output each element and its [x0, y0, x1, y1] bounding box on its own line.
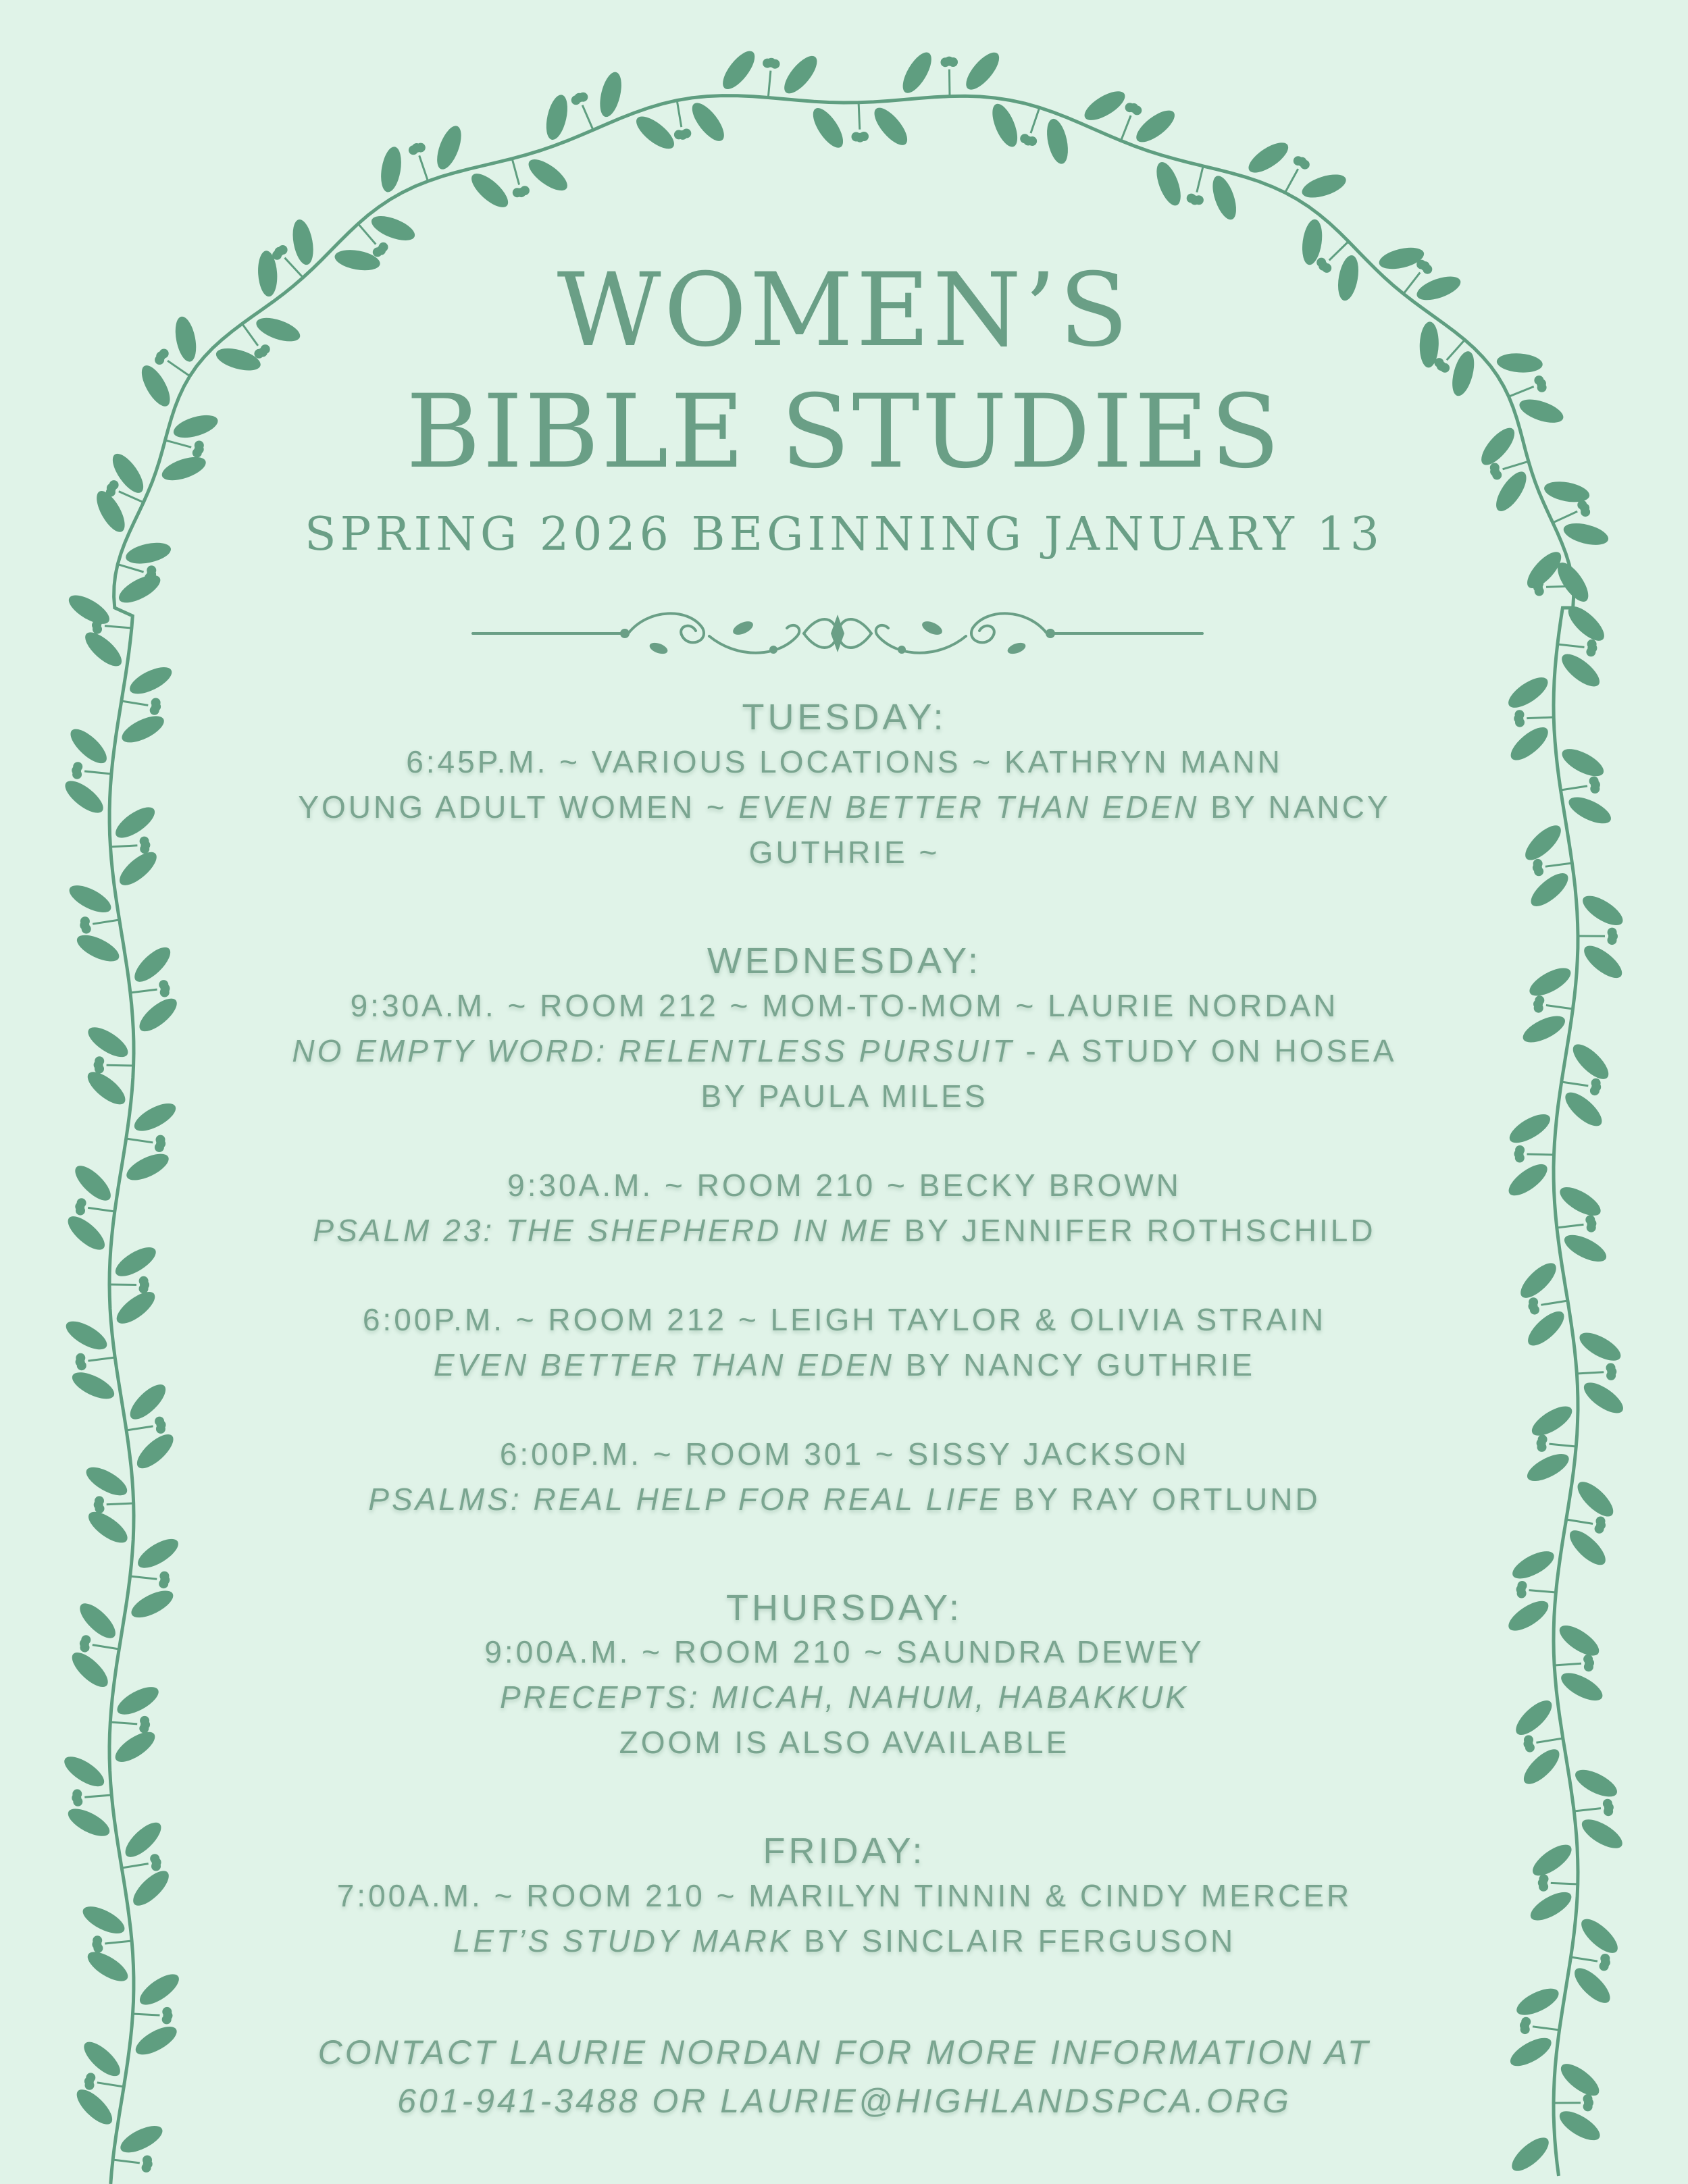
wednesday-study-1-time: 9:30A.M. ~ ROOM 212 ~ MOM-TO-MOM ~ LAURIE NORDAN	[350, 987, 1339, 1023]
thursday-study-1-time: 9:00A.M. ~ ROOM 210 ~ SAUNDRA DEWEY	[484, 1634, 1204, 1670]
book-title: PSALMS: REAL HELP FOR REAL LIFE	[368, 1481, 1002, 1517]
text-suffix: BY JENNIFER ROTHSCHILD	[892, 1212, 1376, 1248]
text-suffix: BY NANCY	[1199, 789, 1391, 825]
text-suffix: BY RAY ORTLUND	[1002, 1481, 1321, 1517]
wednesday-study-4-time: 6:00P.M. ~ ROOM 301 ~ SISSY JACKSON	[499, 1436, 1190, 1472]
contact-line-1: CONTACT LAURIE NORDAN FOR MORE INFORMATION AT	[317, 2033, 1371, 2072]
book-title: LET’S STUDY MARK	[453, 1923, 793, 1959]
wednesday-study-3-time: 6:00P.M. ~ ROOM 212 ~ LEIGH TAYLOR & OLIVIA STRAIN	[362, 1301, 1327, 1337]
wednesday-study-3-title	[223, 1343, 1466, 1388]
friday-study-1-time: 7:00A.M. ~ ROOM 210 ~ MARILYN TINNIN & CINDY MERCER	[336, 1878, 1352, 1914]
thursday-study-1-title: PRECEPTS: MICAH, NAHUM, HABAKKUK	[499, 1680, 1190, 1715]
tuesday-study-1-author: GUTHRIE ~	[748, 834, 940, 870]
book-title: NO EMPTY WORD: RELENTLESS PURSUIT	[292, 1033, 1015, 1068]
contact-line-2: 601-941-3488 OR LAURIE@HIGHLANDSPCA.ORG	[397, 2082, 1291, 2121]
day-heading-wednesday: WEDNESDAY:	[707, 940, 982, 981]
text-suffix: BY SINCLAIR FERGUSON	[792, 1923, 1236, 1959]
text-suffix: - A STUDY ON HOSEA	[1014, 1033, 1397, 1068]
thursday-study-1-note: ZOOM IS ALSO AVAILABLE	[619, 1725, 1070, 1761]
title-line-1: WOMEN’S	[557, 252, 1131, 369]
book-title: EVEN BETTER THAN EDEN	[433, 1347, 894, 1382]
book-title: EVEN BETTER THAN EDEN	[738, 789, 1200, 825]
subtitle: SPRING 2026 BEGINNING JANUARY 13	[305, 508, 1383, 561]
title-line-2: BIBLE STUDIES	[406, 373, 1282, 491]
wednesday-study-4-title	[223, 1477, 1466, 1522]
book-title: PSALM 23: THE SHEPHERD IN ME	[313, 1212, 893, 1248]
wednesday-study-1-author: BY PAULA MILES	[700, 1078, 988, 1114]
wednesday-study-2-title	[223, 1208, 1466, 1253]
text-suffix: BY NANCY GUTHRIE	[894, 1347, 1256, 1382]
ornament-divider	[466, 601, 1209, 669]
wednesday-study-2-time: 9:30A.M. ~ ROOM 210 ~ BECKY BROWN	[507, 1167, 1181, 1203]
text-prefix: YOUNG ADULT WOMEN ~	[298, 789, 739, 825]
day-heading-friday: FRIDAY:	[763, 1831, 926, 1872]
tuesday-study-1-title	[223, 785, 1466, 830]
day-heading-thursday: THURSDAY:	[725, 1587, 963, 1628]
day-heading-tuesday: TUESDAY:	[742, 697, 947, 737]
tuesday-study-1-time: 6:45P.M. ~ VARIOUS LOCATIONS ~ KATHRYN MANN	[406, 744, 1283, 779]
friday-study-1-title	[223, 1919, 1466, 1964]
schedule-content	[223, 696, 1466, 2125]
wednesday-study-1-title	[223, 1029, 1466, 1074]
